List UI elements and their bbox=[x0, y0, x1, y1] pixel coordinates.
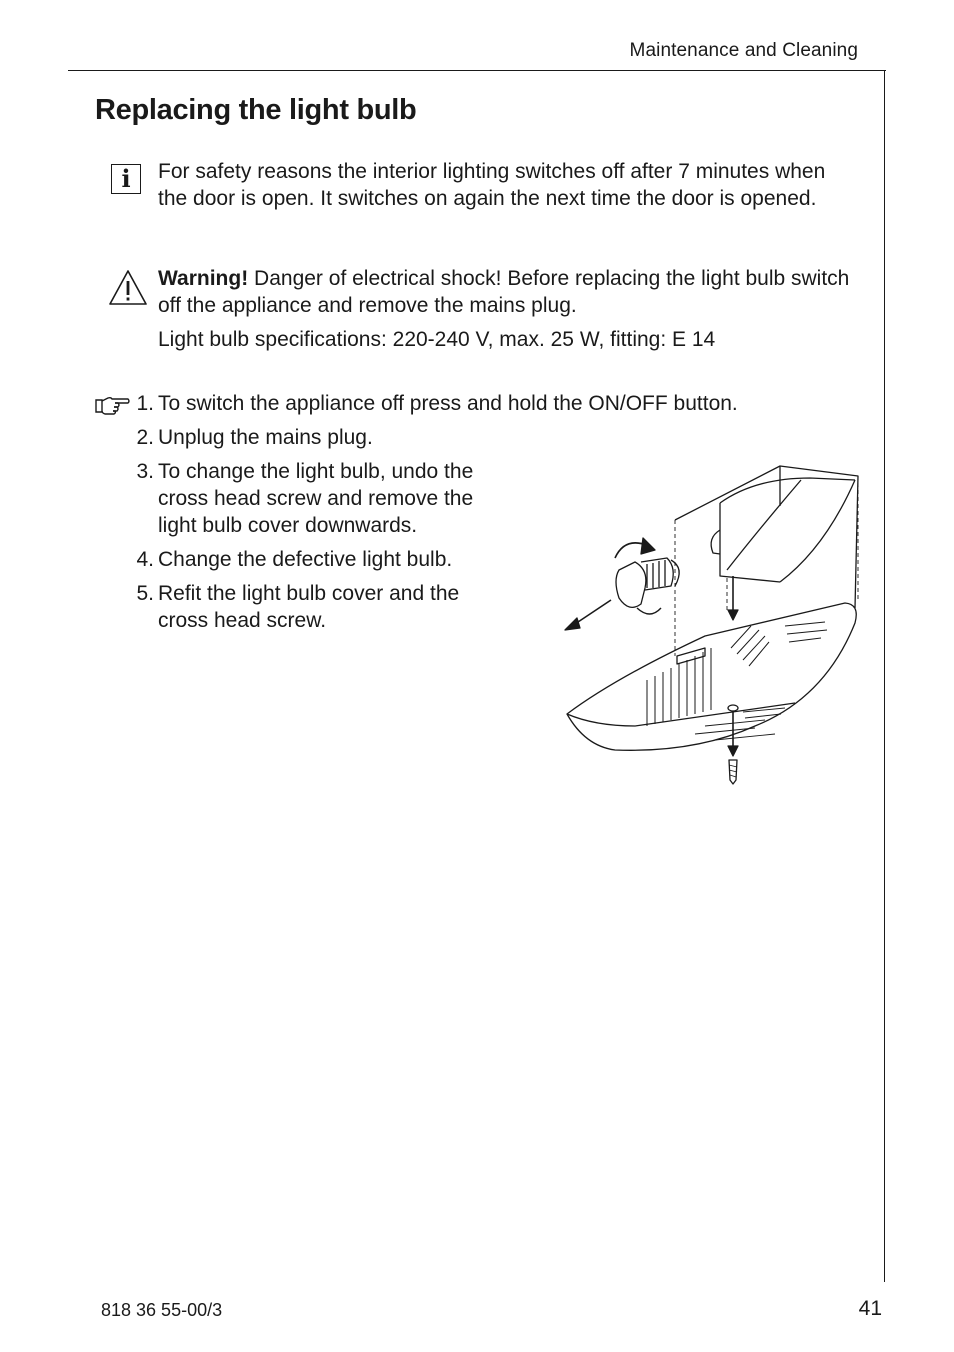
info-icon: i bbox=[111, 164, 141, 194]
step-2 bbox=[130, 424, 890, 451]
side-rule bbox=[884, 70, 885, 1282]
page-number: 41 bbox=[858, 1297, 882, 1320]
info-note-text: For safety reasons the interior lighting switches off after 7 minutes when the door is open. It switches on again the next time the door is opened. bbox=[158, 160, 826, 210]
warning-triangle-icon bbox=[107, 268, 149, 308]
step-number: 1. bbox=[136, 392, 154, 415]
info-note bbox=[158, 158, 858, 212]
step-text: Unplug the mains plug. bbox=[158, 426, 373, 449]
pointing-hand-icon bbox=[94, 394, 130, 416]
step-number: 2. bbox=[136, 426, 154, 449]
section-title: Replacing the light bulb bbox=[95, 94, 417, 126]
light-bulb-cover-diagram bbox=[555, 458, 867, 788]
step-number: 5. bbox=[136, 582, 154, 605]
step-number: 4. bbox=[136, 548, 154, 571]
warning-body: Danger of electrical shock! Before replacing the light bulb switch off the appliance and remove the mains plug. bbox=[158, 267, 850, 317]
step-number: 3. bbox=[136, 460, 154, 483]
warning-note bbox=[158, 265, 858, 353]
step-text: Refit the light bulb cover and the cross head screw. bbox=[158, 582, 460, 632]
step-text: Change the defective light bulb. bbox=[158, 548, 453, 571]
document-code: 818 36 55-00/3 bbox=[101, 1300, 223, 1320]
header-rule bbox=[68, 70, 886, 71]
running-header: Maintenance and Cleaning bbox=[629, 40, 858, 61]
warning-text bbox=[158, 265, 858, 319]
step-text: To switch the appliance off press and hold the ON/OFF button. bbox=[158, 392, 738, 415]
bulb-specification: Light bulb specifications: 220-240 V, max. 25 W, fitting: E 14 bbox=[158, 328, 716, 351]
step-text: To change the light bulb, undo the cross head screw and remove the light bulb cover downwards. bbox=[158, 460, 474, 537]
warning-label: Warning! bbox=[158, 267, 249, 290]
step-1 bbox=[130, 390, 890, 417]
